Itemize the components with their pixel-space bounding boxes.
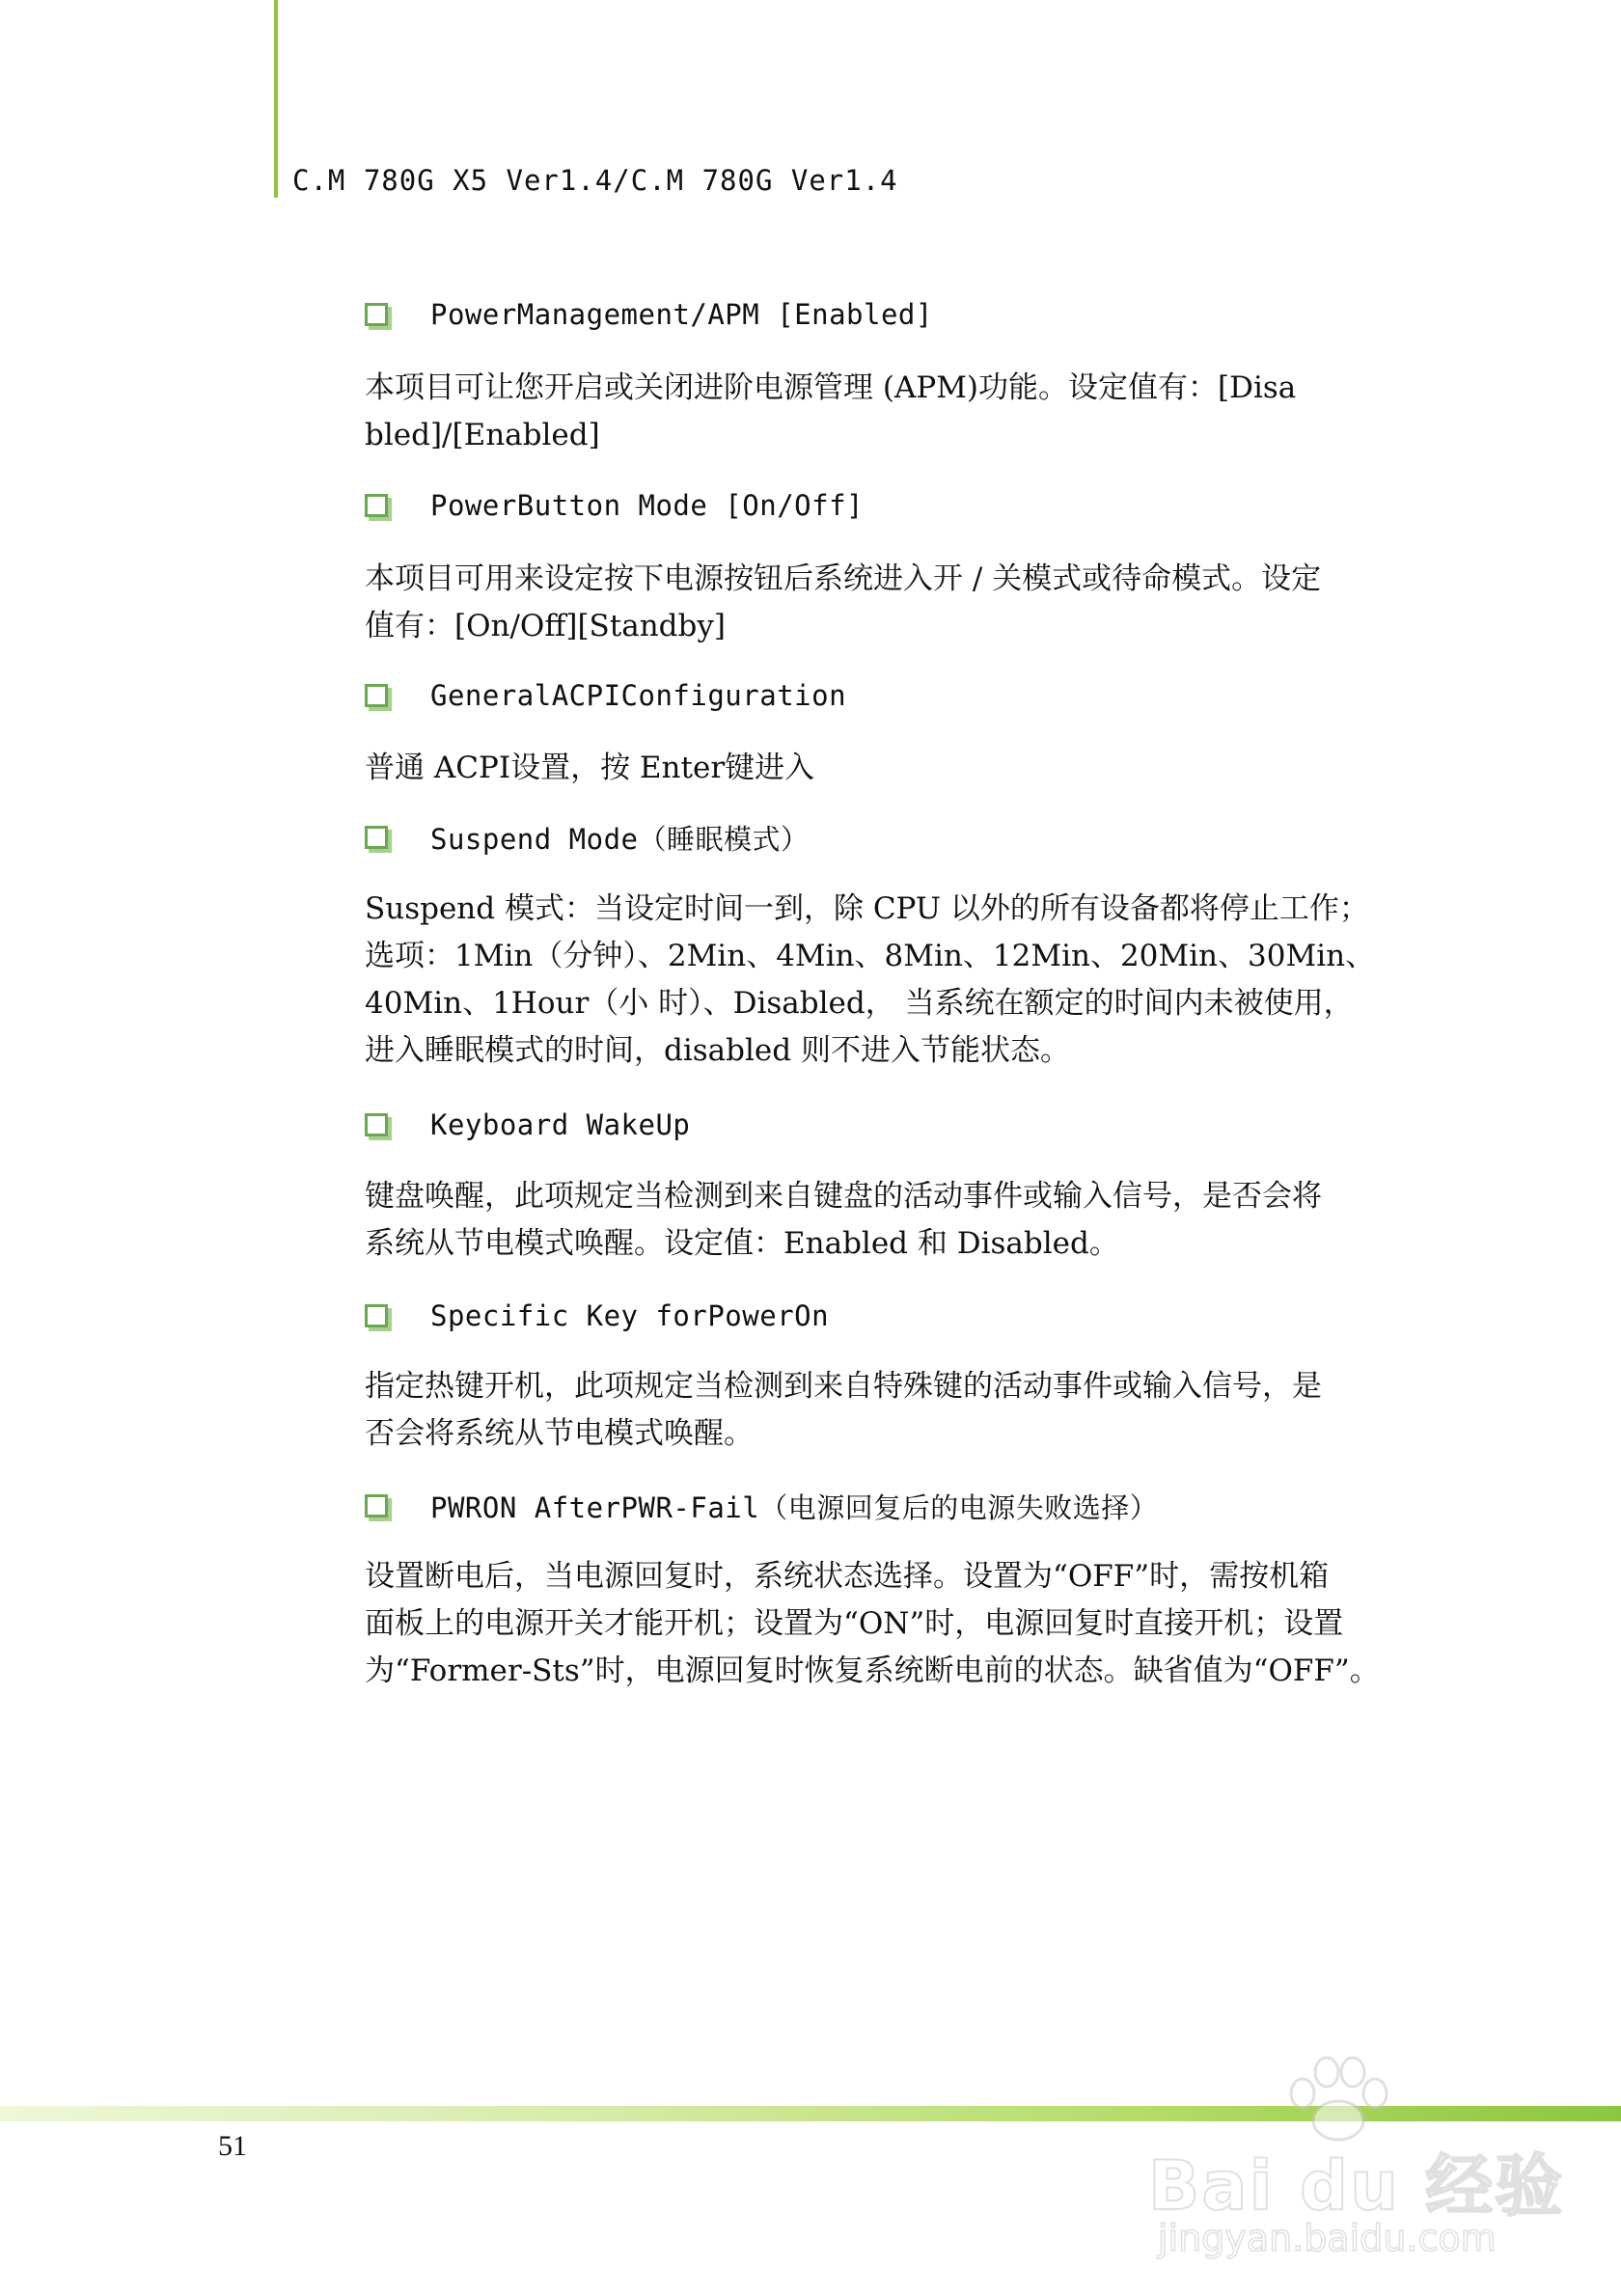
section-general-acpi — [365, 676, 846, 715]
checkbox-bullet-icon — [365, 494, 388, 517]
checkbox-bullet-icon — [365, 826, 388, 849]
section-keyboard-wakeup — [365, 1106, 690, 1144]
section-suspend-mode — [365, 818, 810, 857]
section-description: 本项目可让您开启或关闭进阶电源管理 (APM)功能。设定值有：[Disa bled]/[Enabled] — [365, 370, 1297, 452]
page-number: 51 — [218, 2130, 247, 2162]
section-description: Suspend 模式：当设定时间一到，除 CPU 以外的所有设备都将停止工作； 选项：1Min（分钟）、2Min、4Min、8Min、12Min、20Min、30Min、 40Min、1Hour（小 时）、Disabled， 当系统在额定的时间内未被使用， 进入睡眠模式的时间，disabled 则不进入节能状态。 — [365, 891, 1376, 1068]
section-title: PWRON AfterPWR-Fail（电源回复后的电源失败选择） — [430, 1490, 1159, 1524]
section-specific-key — [365, 1297, 829, 1335]
section-description: 键盘唤醒，此项规定当检测到来自键盘的活动事件或输入信号，是否会将 系统从节电模式唤醒。设定值：Enabled 和 Disabled。 — [365, 1179, 1322, 1261]
section-power-button-mode — [365, 486, 864, 525]
baidu-watermark — [1148, 2055, 1565, 2267]
document-header: C.M 780G X5 Ver1.4/C.M 780G Ver1.4 — [292, 164, 898, 197]
section-description: 普通 ACPI设置，按 Enter键进入 — [365, 751, 815, 785]
section-title: Specific Key forPowerOn — [430, 1299, 830, 1332]
section-description: 本项目可用来设定按下电源按钮后系统进入开 / 关模式或待命模式。设定 值有：[On/Off][Standby] — [365, 561, 1322, 643]
checkbox-bullet-icon — [365, 303, 388, 326]
checkbox-bullet-icon — [365, 684, 388, 707]
section-title: Keyboard WakeUp — [430, 1108, 691, 1141]
checkbox-bullet-icon — [365, 1304, 388, 1327]
checkbox-bullet-icon — [365, 1494, 388, 1517]
paw-logo-icon — [1283, 2055, 1389, 2142]
watermark-brand: Bai du 经验 — [1148, 2146, 1565, 2226]
section-description: 指定热键开机，此项规定当检测到来自特殊键的活动事件或输入信号，是 否会将系统从节电模式唤醒。 — [365, 1369, 1322, 1451]
section-description: 设置断电后，当电源回复时，系统状态选择。设置为“OFF”时，需按机箱 面板上的电源开关才能开机；设置为“ON”时，电源回复时直接开机；设置 为“Former-Sts”时，电源回复时恢复系统断电前的状态。缺省值为“OFF”。 — [365, 1559, 1380, 1688]
section-title: GeneralACPIConfiguration — [430, 679, 847, 712]
section-title: Suspend Mode（睡眠模式） — [430, 822, 810, 856]
section-apm — [365, 295, 933, 334]
watermark-url: jingyan.baidu.com — [1158, 2217, 1497, 2259]
section-title: PowerManagement/APM [Enabled] — [430, 298, 933, 331]
section-pwron-after-fail — [365, 1487, 1158, 1525]
checkbox-bullet-icon — [365, 1113, 388, 1136]
header-accent-bar — [274, 0, 278, 198]
section-title: PowerButton Mode [On/Off] — [430, 489, 864, 522]
